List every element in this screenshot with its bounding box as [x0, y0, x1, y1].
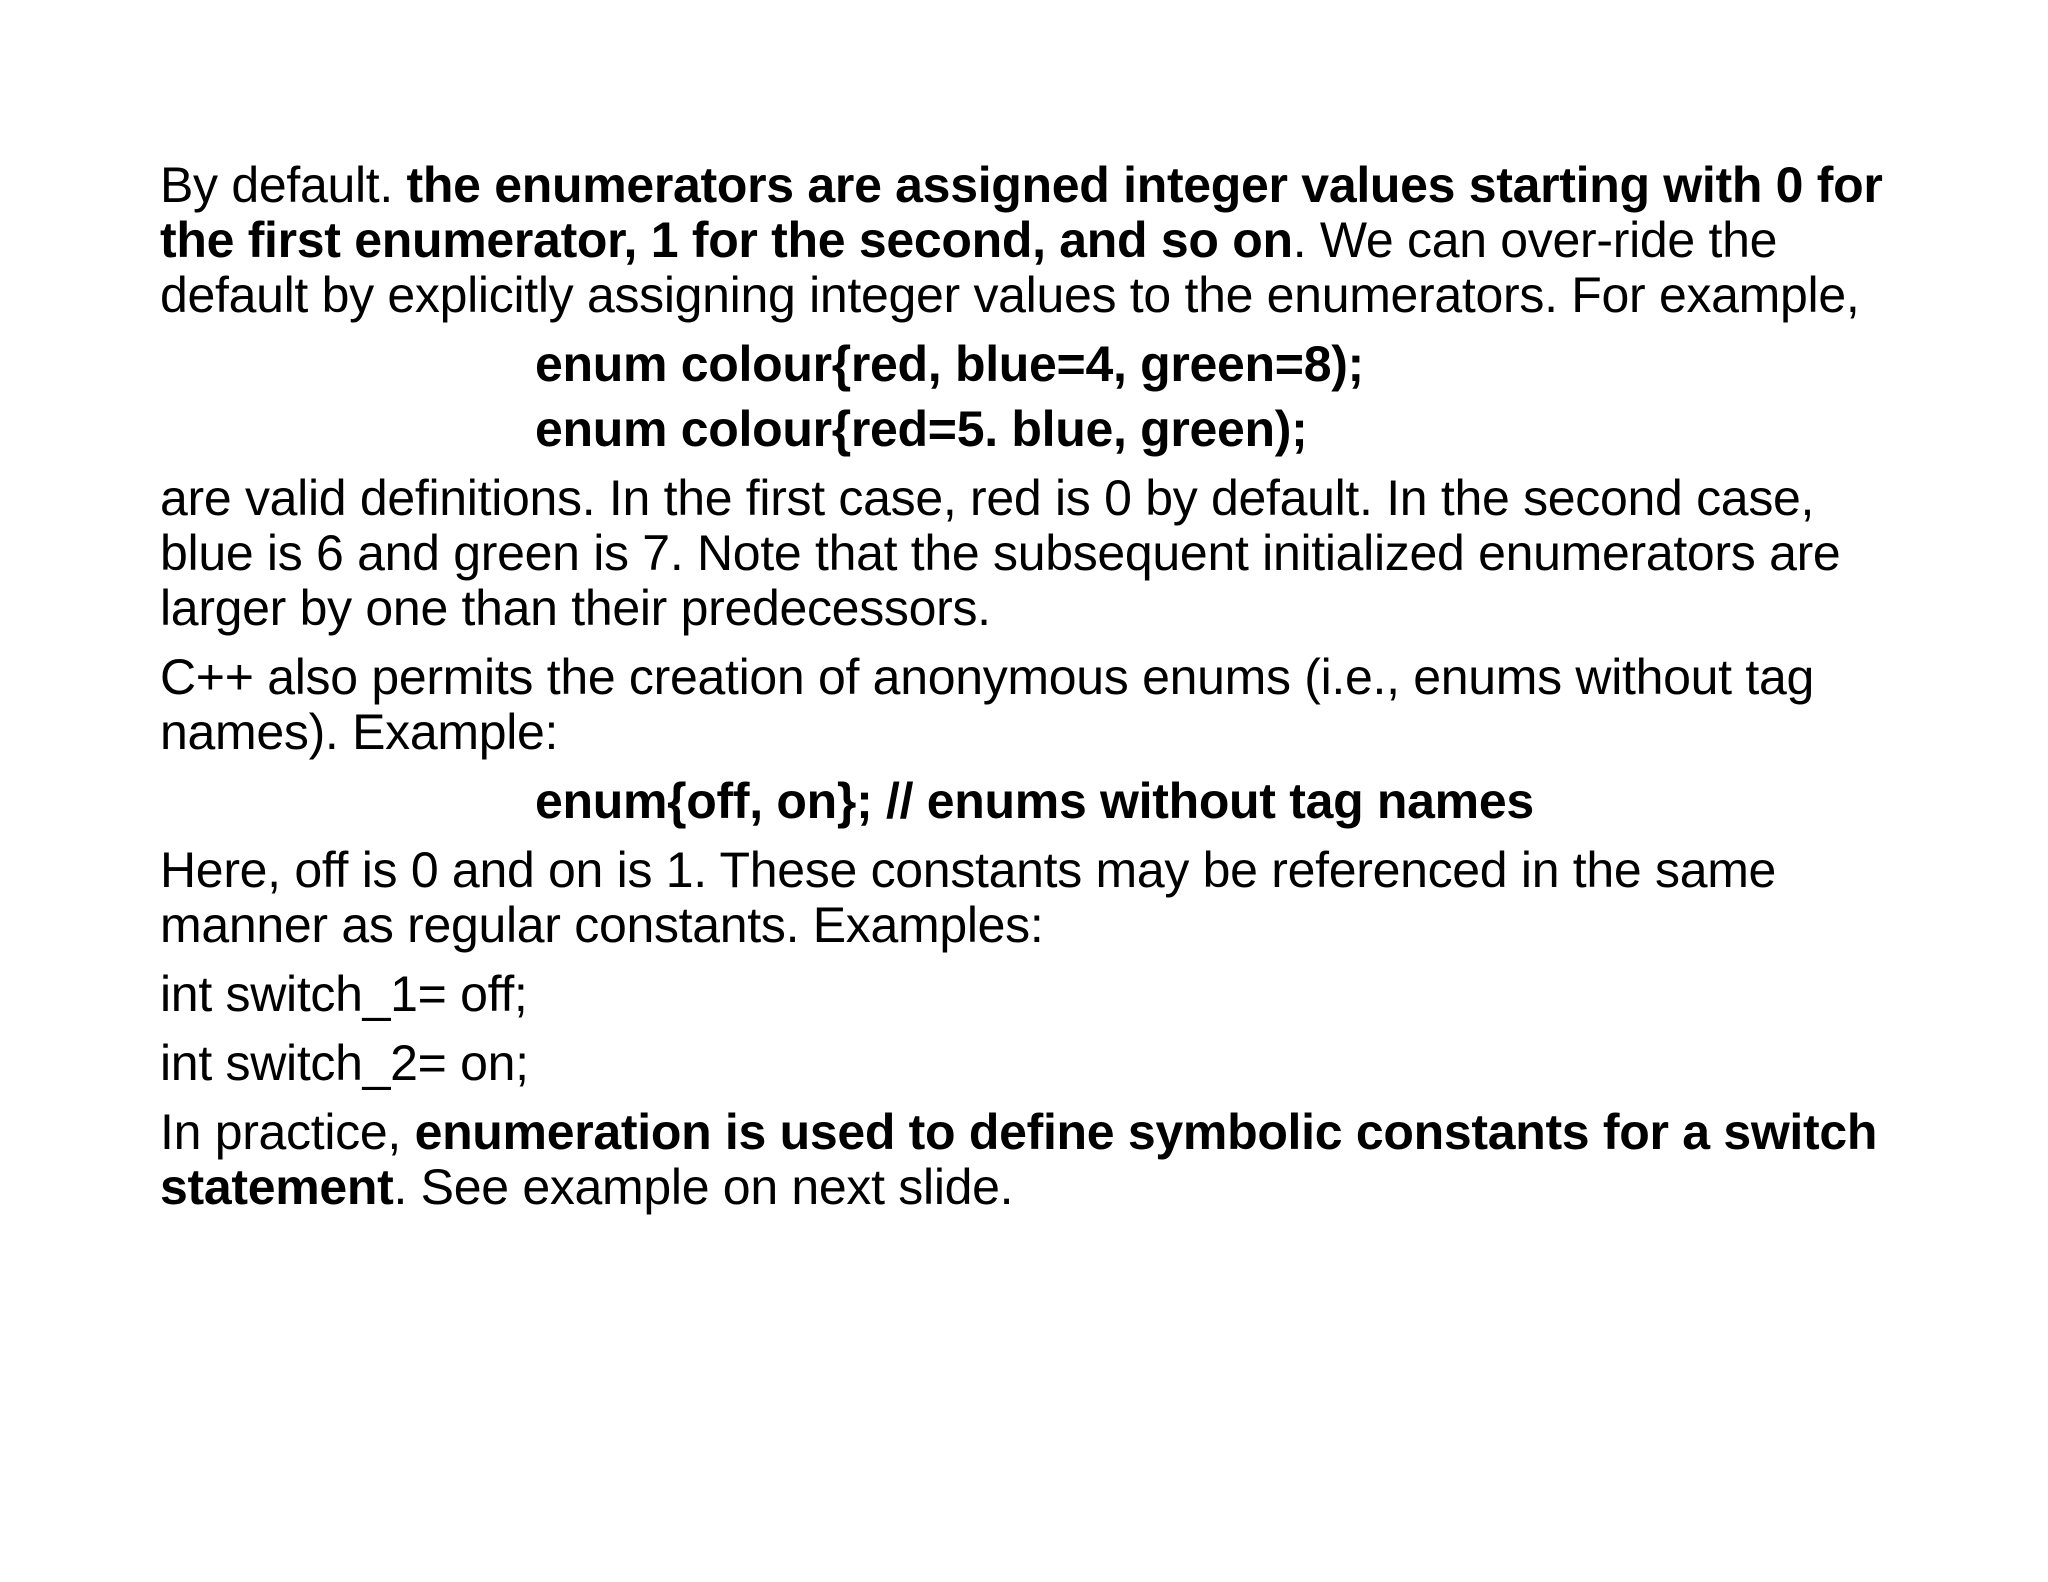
paragraph-default-values [160, 158, 1900, 323]
paragraph-valid-definitions: are valid definitions. In the first case, red is 0 by default. In the second case, blue is 6 and green is 7. Note that the subsequent initialized enumerators are larger by one than their predecessors. [160, 470, 1841, 636]
code-line-2: int switch_2= on; [160, 1035, 529, 1091]
paragraph-in-practice [160, 1105, 1900, 1215]
paragraph-anonymous-enums: C++ also permits the creation of anonymous enums (i.e., enums without tag names). Example: [160, 649, 1814, 760]
text: In practice, [160, 1104, 415, 1160]
bold-text: the enumerators are assigned integer values starting with 0 for the first enumerator, 1 for the second, and so on [160, 157, 1883, 268]
code-example-1: enum colour{red, blue=4, green=8); [535, 336, 1364, 392]
code-example-2: enum colour{red=5. blue, green); [535, 401, 1308, 457]
text: . See example on next slide. [393, 1159, 1014, 1215]
code-line-1: int switch_1= off; [160, 966, 528, 1022]
slide-body [160, 158, 1900, 1229]
code-example-3: enum{off, on}; // enums without tag names [535, 773, 1534, 829]
bold-text: enumeration is used to define symbolic constants for a switch statement [160, 1104, 1878, 1215]
paragraph-constants: Here, off is 0 and on is 1. These constants may be referenced in the same manner as regular constants. Examples: [160, 842, 1777, 953]
text: . We can over-ride the default by explicitly assigning integer values to the enumerators. For example, [160, 212, 1860, 323]
text: By default. [160, 157, 407, 213]
